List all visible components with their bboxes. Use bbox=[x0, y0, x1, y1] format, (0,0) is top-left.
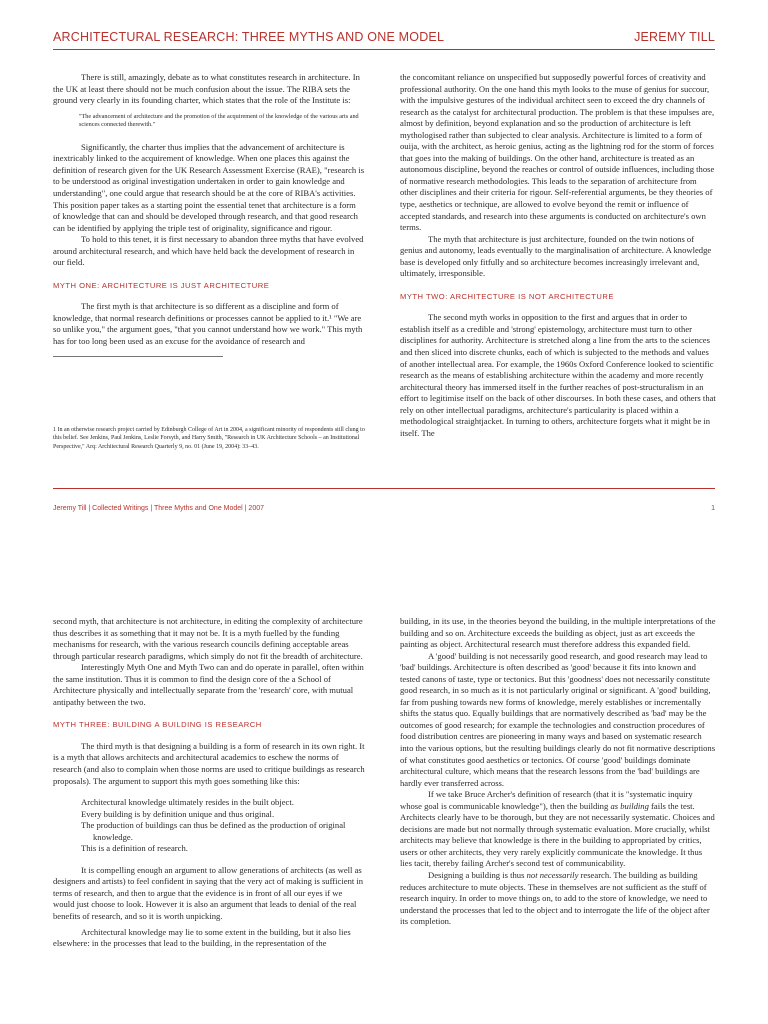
list-item: Every building is by definition unique and thus original. bbox=[81, 808, 275, 819]
running-head-author: JEREMY TILL bbox=[634, 30, 715, 44]
paragraph: Architectural knowledge may lie to some extent in the building, but it also lies elsewhere: in the processes that lead to the building, in the representation of the bbox=[53, 926, 351, 949]
section-heading-myth-one: MYTH ONE: ARCHITECTURE IS JUST ARCHITECTURE bbox=[53, 280, 270, 290]
list-item: Architectural knowledge ultimately resides in the built object. bbox=[81, 797, 294, 808]
paragraph: To hold to this tenet, it is first necessary to abandon three myths that have evolved around architectural research, and which have held back the development of research in our field. bbox=[53, 234, 364, 268]
argument-list bbox=[53, 797, 365, 855]
paragraph: There is still, amazingly, debate as to what constitutes research in architecture. In the UK at least there should not be much confusion about the issue. The RIBA sets the ground very clearly in its founding charter, which states that the role of the Institute is: bbox=[53, 72, 360, 106]
emphasis: not necessarily bbox=[526, 870, 579, 881]
footer-rule bbox=[53, 488, 715, 489]
page1-right-column bbox=[400, 72, 716, 439]
page-two bbox=[0, 581, 768, 1024]
running-head bbox=[53, 28, 715, 50]
paragraph: second myth, that architecture is not architecture, in editing the complexity of architecture thus describes it as something that it may not be. It is a myth fuelled by the funding mechanisms for research, with the various research councils defining acceptable areas through particular research paradigms, which simply do not fit the breadth of architecture. bbox=[53, 616, 363, 661]
charter-quote: "The advancement of architecture and the promotion of the acquirement of the knowledge of the various arts and sciences connected therewith." bbox=[79, 112, 359, 129]
page-number: 1 bbox=[711, 505, 715, 512]
list-item: The production of buildings can thus be defined as the production of original bbox=[81, 820, 346, 831]
section-heading-myth-three: MYTH THREE: BUILDING A BUILDING IS RESEARCH bbox=[53, 720, 262, 730]
paragraph: Significantly, the charter thus implies that the advancement of architecture is inextricably linked to the acquirement of knowledge. When one places this against the definition of research given for the UK Research Assessment Exercise (RAE), "research is to be understood as original investigation undertaken in order to gain knowledge and understanding", one could argue that research should be at the core of RIBA's activities. This position paper takes as a starting point the essential tenet that architecture is a form of knowledge that can and should be developed through research, and that good research can be identified by applying the triple test of originality, significance and rigour. bbox=[53, 141, 365, 233]
paragraph: The third myth is that designing a building is a form of research in its own right. It is a myth that allows architects and architectural academics to eschew the norms of research (and also to complain when those norms are used to critique buildings as research proposals). The argument to support this myth goes something like this: bbox=[53, 740, 365, 786]
page2-right-column bbox=[400, 616, 716, 928]
paragraph: Interestingly Myth One and Myth Two can and do operate in parallel, often within the same institution. Thus it is common to find the design core of the a School of Architecture physically and intellectually separate from the 'research' core, with mutual antipathy between the two. bbox=[53, 662, 364, 707]
paragraph: the concomitant reliance on unspecified but supposedly powerful forces of creativity and professional authority. On the one hand this myth looks to the muse of genius for succour, with the impulsive gestures of the individual architect seen to exceed the dry channels of research as the catalyst for architectural production. The problem is that these impulses are, almost by definition, beyond explanation and so the production of architecture is left mythologised rather than subjected to clear analysis. Architecture is limited to a form of ouija, with the architect, as heroic genius, acting as the lightning rod for the storm of forces that goes into the making of buildings. On the other hand, architecture is treated as an autonomous discipline, beyond the reaches or control of outside influences, including those of normative research methodologies. This leads to the separation of architecture from other disciplines and their criteria for rigour. Self-referential arguments, be they theories of type, aesthetics or technique, are allowed to evolve beyond the remit or influence of accepted standards, and research into these arguments is conducted on architecture's own terms. bbox=[400, 72, 715, 233]
paragraph: A 'good' building is not necessarily good research, and good research may lead to 'bad' buildings. Architecture is often described as 'good' because it fits into known and tested canons of taste, type or tectonics. But this 'goodness' does not necessarily constitute good research, in so much as it is not particularly original or significant. A 'good' building, far from pushing towards new forms of knowledge, merely establishes or incrementally shifts the status quo. Equally buildings that are normatively described as 'bad' may be the outcomes of good research; for example the technologies and construction procedures of food distribution centres are pioneering in many ways and based on systematic research into the various options, but the resulting buildings clearly do not fit normative descriptions of what constitutes good aesthetics or tectonics. Of course 'good' buildings dominate architectural culture, which means that the research lessons from the 'bad' buildings are hardly ever transferred across. bbox=[400, 650, 716, 788]
text-run: Designing a building is thus bbox=[428, 870, 527, 881]
list-item: knowledge. bbox=[93, 831, 133, 842]
paragraph: The second myth works in opposition to the first and argues that in order to establish itself as a credible and 'strong' epistemology, architecture must turn to other disciplines for authority. Architecture is stretched along a line from the arts to the sciences and then sliced into discrete chunks, each of which is subjected to the methods and values of another intellectual area. For example, the 1960s Oxford Conference looked to scientific research as the means of establishing architecture within the academy and more recently architectural theory has immersed itself in the further reaches of post-structuralism in an effort to legitimise itself on the back of other discourses. In both these cases, and others that rely on other intellectual paradigms, architecture's particularity is placed within a methodological straightjacket. In turning to others, architecture forgets what it might be in itself. The bbox=[400, 312, 716, 438]
section-heading-myth-two: MYTH TWO: ARCHITECTURE IS NOT ARCHITECTURE bbox=[400, 291, 614, 301]
paragraph bbox=[400, 789, 716, 870]
page-gap bbox=[0, 527, 768, 581]
text-run: research. The building as building reduces architecture to mute objects. These in themselves are not sufficient as the stuff of research inquiry. In order to move things on, to add to the store of knowledge, we need to understand the processes that led to the object and to interrogate the life of the object after its completion. bbox=[400, 870, 710, 927]
text-run: If we take Bruce Archer's definition of research (that it is "systematic inquiry whose goal is communicable knowledge"), then the building bbox=[400, 789, 693, 811]
page-footer bbox=[53, 505, 715, 517]
emphasis: as building bbox=[610, 800, 649, 811]
list-item: This is a definition of research. bbox=[81, 843, 188, 854]
paragraph: The myth that architecture is just architecture, founded on the twin notions of genius and autonomy, leads eventually to the marginalisation of architecture. A knowledge base is developed only fitfully and so architecture becomes increasingly irrelevant and, ultimately, irresponsible. bbox=[400, 233, 712, 279]
running-head-title: ARCHITECTURAL RESEARCH: THREE MYTHS AND ONE MODEL bbox=[53, 30, 445, 44]
page1-left-column bbox=[53, 72, 365, 357]
footnote-rule bbox=[53, 356, 223, 357]
footnote: 1 In an otherwise research project carried by Edinburgh College of Art in 2004, a significant minority of respondents still clung to this belief. See Jenkins, Paul Jenkins, Leslie Forsyth, and Harry Smith, "Research in UK Architecture Schools – an Institutional Perspective," Arq: Architectural Research Quarterly 9, no. 01 (June 19, 2004): 33–43. bbox=[53, 427, 365, 450]
page2-left-column bbox=[53, 616, 365, 950]
paragraph: The first myth is that architecture is so different as a discipline and form of knowledge, that normal research definitions or processes cannot be applied to it.¹ "We are so unlike you," the argument goes, "that you cannot understand how we work." This myth has for too long been used as an excuse for the avoidance of research and bbox=[53, 301, 363, 347]
paragraph bbox=[400, 870, 716, 928]
footer-citation: Jeremy Till | Collected Writings | Three Myths and One Model | 2007 bbox=[53, 505, 265, 512]
text-run: fails the test. Architects clearly have to be thorough, but they are not necessarily systematic. Choices and decisions are made but not normally through systematic evaluation. More crucially, whilst architects may believe that knowledge is there in the building to appropriated by critics, users or other architects, they very rarely explicitly communicate the knowledge. It thus lies tacit, thereby failing Archer's second test of communicability. bbox=[400, 800, 715, 869]
paragraph: building, in its use, in the theories beyond the building, in the multiple interpretations of the building and so on. Architecture exceeds the building as object, just as art exceeds the painting as object. Architectural research must therefore address this expanded field. bbox=[400, 616, 716, 650]
paragraph: It is compelling enough an argument to allow generations of architects (as well as designers and artists) to feel confident in saying that the very act of making is sufficient in terms of research, and then to argue that the evidence is in front of all our eyes if we would just choose to look. However it is also an argument that leads to denial of the real benefits of research, and so it is worth unpicking. bbox=[53, 864, 364, 922]
